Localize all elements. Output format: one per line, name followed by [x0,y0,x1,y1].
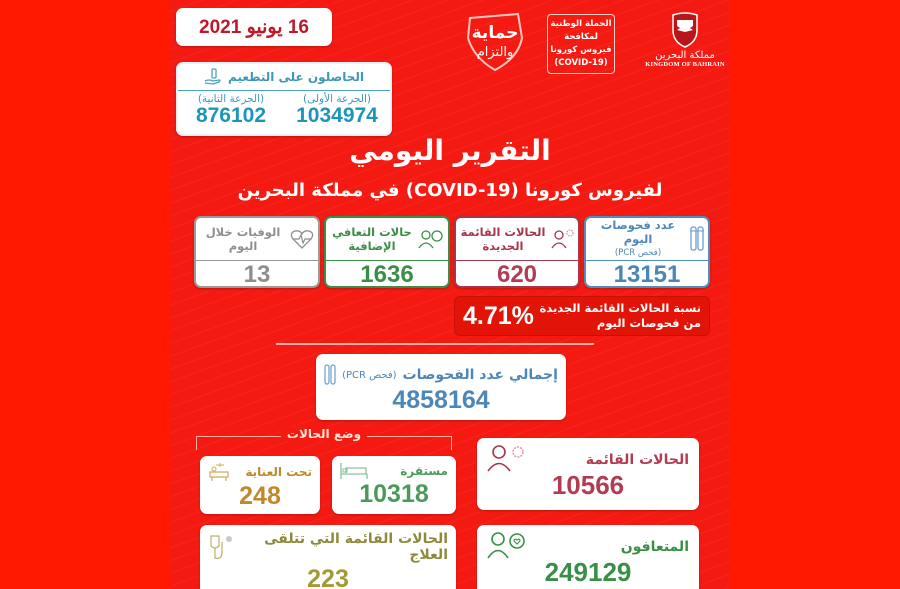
active-cases-label: الحالات القائمة [585,452,689,468]
vaccine-hand-icon [204,68,222,86]
ratio-value: 4.71% [463,301,534,330]
under-treatment-card [200,525,456,589]
icu-value: 248 [239,482,281,510]
icu-label: تحت العناية [245,465,312,479]
kingdom-logo [645,12,725,84]
new-cases-label: الحالات القائمة الجديدة [460,225,546,253]
under-treatment-label: الحالات القائمة التي تتلقى العلاج [264,531,448,563]
second-dose [178,91,284,127]
campaign-line-4: (COVID-19) [554,58,608,68]
vaccination-card [176,62,392,136]
recoveries-value: 1636 [360,261,414,288]
daily-tests-sublabel: (فحص PCR) [614,248,662,258]
kingdom-arabic-name: مملكة البحرين [655,50,715,61]
vaccination-title: الحاصلون على التطعيم [228,70,364,84]
daily-tests-label: عدد فحوصات اليوم [600,218,676,246]
ratio-label-line1: نسبة الحالات القائمة الجديدة [539,301,701,315]
first-dose [284,91,390,127]
ratio-label-line2: من فحوصات اليوم [596,316,701,330]
total-tests-card [316,354,566,420]
stable-cases-card [332,456,456,514]
stable-label: مستقرة [400,464,448,478]
daily-report-poster [170,0,730,589]
person-heart-icon [418,229,444,249]
deaths-label: الوفيات خلال اليوم [205,225,281,253]
date-badge [176,8,332,46]
case-status-heading: وضع الحالات [281,427,367,441]
himaya-line1: حماية [471,23,519,43]
vaccination-header [178,64,390,91]
deaths-card [194,216,320,288]
first-dose-value: 1034974 [296,104,378,127]
icu-cases-card [200,456,320,514]
daily-tests-card [584,216,710,288]
bahrain-emblem-icon [670,12,700,48]
himaya-logo [460,12,530,72]
heart-pulse-icon [290,229,314,249]
campaign-line-1: الحملة الوطنية [550,19,612,29]
person-virus-icon [550,229,574,249]
campaign-line-2: لمكافحة [564,32,598,42]
second-dose-value: 876102 [195,104,267,127]
person-virus-icon [487,444,527,472]
campaign-logo [547,14,615,74]
recovered-label: المتعافون [620,539,689,555]
icu-bed-icon [208,462,230,482]
first-dose-label: (الجرعة الأولى) [302,93,372,105]
active-cases-value: 10566 [551,470,625,500]
kingdom-english-name: KINGDOM OF BAHRAIN [645,61,725,68]
test-tubes-icon [324,364,336,386]
recoveries-label: حالات التعافي الإضافية [332,225,412,253]
page-title: التقرير اليومي [349,134,551,167]
recovered-value: 249129 [544,557,632,587]
bed-icon [340,462,368,480]
total-tests-label: إجمالي عدد الفحوصات [402,367,558,383]
positivity-ratio [454,296,710,336]
stable-value: 10318 [359,480,429,508]
campaign-line-3: فيروس كورونا [550,45,612,55]
new-cases-value: 620 [496,261,538,288]
page-subtitle: لفيروس كورونا (COVID-19) في مملكة البحرين [237,180,663,201]
recovered-card [477,525,699,589]
under-treatment-value: 223 [307,565,349,589]
active-cases-card [477,438,699,510]
daily-tests-value: 13151 [613,261,681,288]
iv-drip-icon [208,534,234,560]
new-cases-card [454,216,580,288]
recoveries-card [324,216,450,288]
total-tests-sublabel: (فحص PCR) [342,369,397,381]
himaya-line2: والتزام [476,45,514,60]
report-date: 16 يونيو 2021 [199,16,309,38]
section-divider [276,343,594,345]
test-tubes-icon [690,226,704,252]
person-heart-icon [487,531,527,559]
total-tests-value: 4858164 [392,386,490,414]
second-dose-label: (الجرعة الثانية) [197,93,265,105]
case-status-bracket [196,427,452,450]
deaths-value: 13 [243,261,271,288]
